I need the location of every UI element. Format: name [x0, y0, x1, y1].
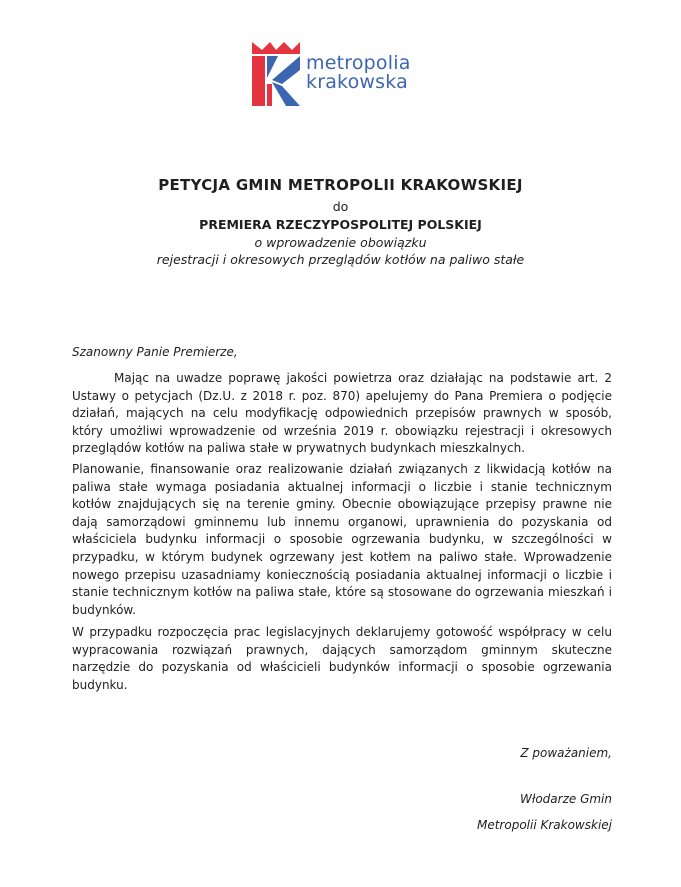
- logo-line-1: metropolia: [306, 52, 411, 74]
- logo-line-2: krakowska: [306, 71, 408, 93]
- paragraph-2: Planowanie, finansowanie oraz realizowanie działań związanych z likwidacją kotłów na paliwa stałe wymaga posiadania aktualnej informacji o liczbie i stanie technicznym kotłów znajdujących się na terenie gminy. Obecnie obowiązujące przepisy prawne nie dają samorządowi gminnemu lub innemu organowi, uprawnienia do pozyskania od właściciela budynku informacji o sposobie ogrzewania budynku, w szczególności w przypadku, w którym budynek ogrzewany jest kotłem na paliwo stałe. Wprowadzenie nowego przepisu uzasadniamy koniecznością posiadania aktualnej informacji o liczbie i stanie technicznym kotłów na paliwa stałe, które są stosowane do ogrzewania mieszkań i budynków.: [72, 462, 612, 617]
- document-subject-line-1: o wprowadzenie obowiązku: [254, 235, 427, 250]
- document-do: do: [332, 199, 349, 214]
- signature-line-1: Włodarze Gmin: [520, 792, 612, 806]
- greeting: Szanowny Panie Premierze,: [72, 345, 238, 359]
- document-addressee: PREMIERA RZECZYPOSPOLITEJ POLSKIEJ: [199, 217, 482, 232]
- paragraph-1: Mając na uwadze poprawę jakości powietrza oraz działając na podstawie art. 2 Ustawy o petycjach (Dz.U. z 2018 r. poz. 870) apelujemy do Pana Premiera o podjęcie działań, mających na celu modyfikację odpowiednich przepisów prawnych w sposób, który umożliwi wprowadzenie od września 2019 r. obowiązku rejestracji i okresowych przeglądów kotłów na paliwa stałe w prywatnych budynkach mieszkalnych.: [72, 371, 612, 456]
- logo-wordmark: [306, 54, 411, 92]
- signature-line-2: Metropolii Krakowskiej: [476, 818, 612, 832]
- paragraph-3: W przypadku rozpoczęcia prac legislacyjnych deklarujemy gotowość współpracy w celu wypracowania rozwiązań prawnych, dających samorządom gminnym skuteczne narzędzie do pozyskania od właścicieli budynków informacji o sposobie ogrzewania budynku.: [72, 625, 612, 692]
- document-title: PETYCJA GMIN METROPOLII KRAKOWSKIEJ: [158, 176, 523, 194]
- logo-emblem-icon: [250, 40, 302, 108]
- closing-regards: Z poważaniem,: [520, 746, 612, 760]
- document-subject-line-2: rejestracji i okresowych przeglądów kotłów na paliwo stałe: [156, 252, 525, 267]
- metropolia-krakowska-logo: [250, 40, 440, 108]
